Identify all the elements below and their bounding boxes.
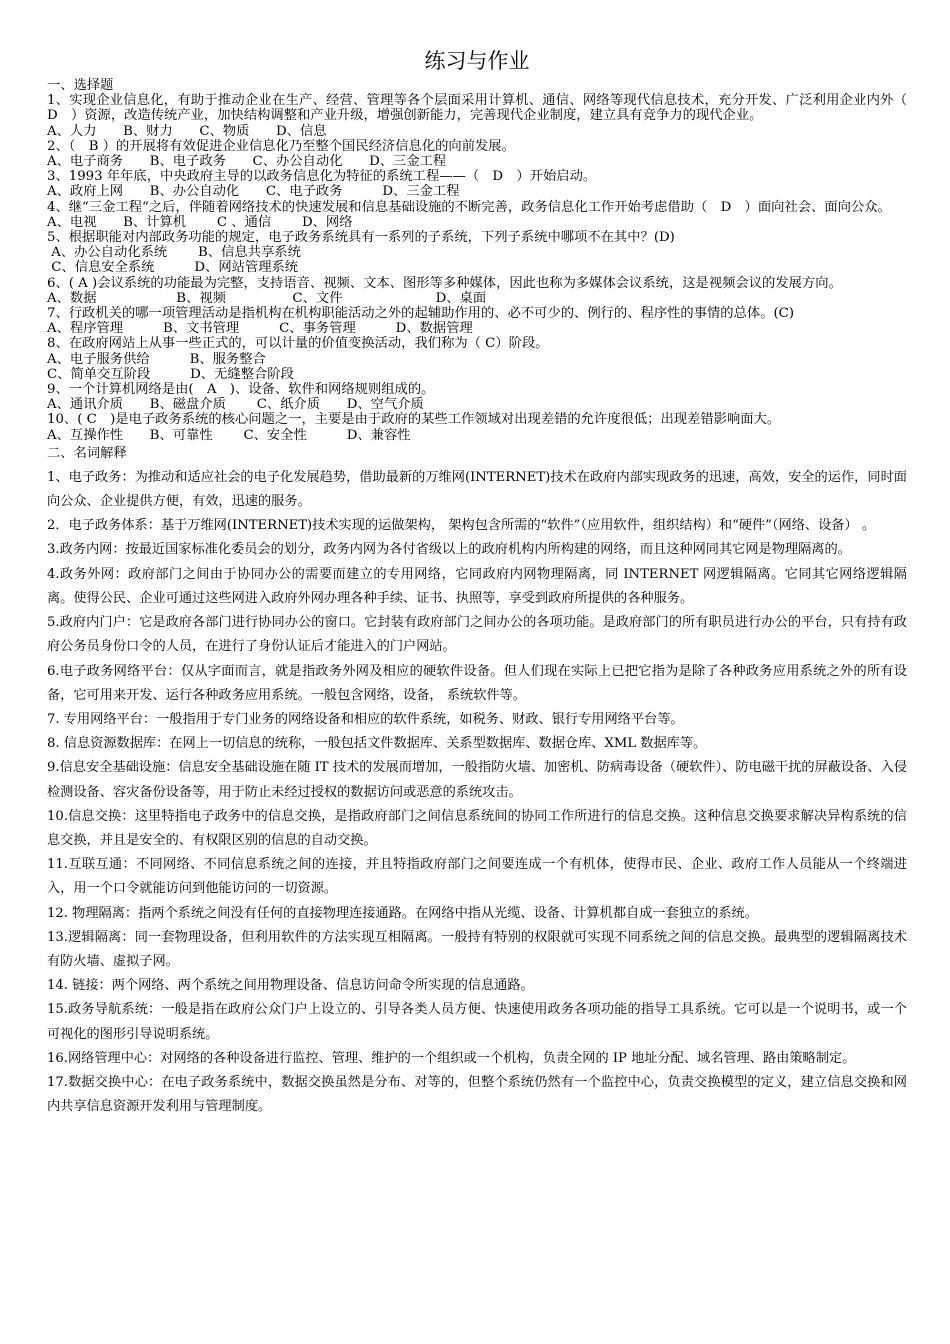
question-text: 8、在政府网站上从事一些正式的，可以计量的价值变换活动，我们称为（ C）阶段。 <box>47 336 549 352</box>
question-text: 10、( C )是电子政务系统的核心问题之一，主要是由于政府的某些工作领域对出现差错的允许度很低；出现差错影响面大。 <box>47 412 781 428</box>
definition-item: 11.互联互通：不同网络、不同信息系统之间的连接，并且特指政府部门之间要连成一个有机体，使得市民、企业、政府工作人员能从一个终端进入，用一个口令就能访问到他能访问的一切资源。 <box>47 857 907 897</box>
question-text: 1、实现企业信息化，有助于推动企业在生产、经营、管理等各个层面采用计算机、通信、网络等现代信息技术，充分开发、广泛利用企业内外（ D ）资源，改造传统产业，加快结构调整和产业升级，增强创新能力，完善现代企业制度，建立具有竞争力的现代企业。 <box>47 93 921 124</box>
section-heading-definitions: 二、名词解释 <box>47 445 127 461</box>
question-text: 4、继“三金工程“之后，伴随着网络技术的快速发展和信息基础设施的不断完善，政务信息化工作开始考虑借助（ D ）面向社会、面向公众。 <box>47 199 891 215</box>
section-heading-choice: 一、选择题 <box>47 78 114 93</box>
definition-item: 2．电子政务体系：基于万维网(INTERNET)技术实现的运做架构， 架构包含所需的“软件”（应用软件，组织结构）和“硬件”（网络、设备） 。 <box>47 518 876 534</box>
definition-item: 10.信息交换：这里特指电子政务中的信息交换，是指政府部门之间信息系统间的协同工作所进行的信息交换。这种信息交换要求解决异构系统的信息交换，并且是安全的、有权限区别的信息的自动交换。 <box>47 808 907 848</box>
question-options: A、通讯介质 B、磁盘介质 C、纸介质 D、空气介质 <box>47 397 424 413</box>
definition-item: 16.网络管理中心：对网络的各种设备进行监控、管理、维护的一个组织或一个机构，负责全网的 IP 地址分配、域名管理、路由策略制定。 <box>47 1050 856 1066</box>
question-options: A、数据 B、视频 C、文件 D、桌面 <box>47 290 487 306</box>
question-text: 2、（ B ）的开展将有效促进企业信息化乃至整个国民经济信息化的向前发展。 <box>47 138 515 154</box>
question-options: A、程序管理 B、文书管理 C、事务管理 D、数据管理 <box>47 321 473 337</box>
definition-item: 5.政府内门户：它是政府各部门进行协同办公的窗口。它封装有政府部门之间办公的各项功能。是政府部门的所有职员进行办公的平台，只有持有政府公务员身份口令的人员，在进行了身份认证后才能进入的门户网站。 <box>47 615 907 655</box>
question <box>47 93 921 139</box>
definition-item: 1、电子政务：为推动和适应社会的电子化发展趋势，借助最新的万维网(INTERNET)技术在政府内部实现政务的迅速，高效，安全的运作，同时面向公众、企业提供方便，有效，迅速的服务。 <box>47 469 907 510</box>
question <box>47 336 907 382</box>
page-title: 练习与作业 <box>424 49 530 73</box>
definition-item: 15.政务导航系统：一般是指在政府公众门户上设立的、引导各类人员方便、快速使用政务各项功能的指导工具系统。它可以是一个说明书，或一个可视化的图形引导说明系统。 <box>47 1002 907 1042</box>
question-options: A、互操作性 B、可靠性 C、安全性 D、兼容性 <box>47 427 411 443</box>
question <box>47 306 907 336</box>
section-definitions <box>47 445 907 1119</box>
question-options: A、政府上网 B、办公自动化 C、电子政务 D、三金工程 <box>47 184 460 200</box>
question <box>47 169 907 199</box>
question-options: A、人力 B、财力 C、物质 D、信息 <box>47 123 327 139</box>
definition-item: 12. 物理隔离：指两个系统之间没有任何的直接物理连接通路。在网络中指从光缆、设备、计算机都自成一套独立的系统。 <box>47 905 758 921</box>
section-choice <box>47 78 921 443</box>
question-text: 7、行政机关的哪一项管理活动是指机构在机构职能活动之外的起辅助作用的、必不可少的、例行的、程序性的事情的总体。(C) <box>47 306 795 322</box>
question-text: 3、1993 年年底，中央政府主导的以政务信息化为特征的系统工程——（ D ）开始启动。 <box>47 169 597 185</box>
definition-item: 13.逻辑隔离：同一套物理设备，但利用软件的方法实现互相隔离。一般持有特别的权限就可实现不同系统之间的信息交换。最典型的逻辑隔离技术有防火墙、虚拟子网。 <box>47 929 907 969</box>
question <box>47 412 907 442</box>
question-text: 5、根据职能对内部政务功能的规定，电子政务系统具有一系列的子系统，下列子系统中哪项不在其中？(D) <box>47 230 675 246</box>
definition-item: 8. 信息资源数据库：在网上一切信息的统称，一般包括文件数据库、关系型数据库、数据仓库、XML 数据库等。 <box>47 736 707 752</box>
document <box>47 48 921 1119</box>
question-options: A、电视 B、计算机 C 、通信 D、网络 <box>47 214 353 230</box>
question <box>47 200 907 230</box>
definition-item: 14. 链接：两个网络、两个系统之间用物理设备、信息访问命令所实现的信息通路。 <box>47 978 534 994</box>
definition-item: 3.政务内网：按最近国家标准化委员会的划分，政务内网为各付省级以上的政府机构内所构建的网络，而且这种网同其它网是物理隔离的。 <box>47 542 851 558</box>
question <box>47 139 907 169</box>
question-options: A、办公自动化系统 B、信息共享系统 C、信息安全系统 D、网站管理系统 <box>51 245 301 276</box>
definition-item: 7. 专用网络平台：一般指用于专门业务的网络设备和相应的软件系统，如税务、财政、银行专用网络平台等。 <box>47 711 684 727</box>
question-options: A、电子商务 B、电子政务 C、办公自动化 D、三金工程 <box>47 154 447 170</box>
definition-item: 17.数据交换中心：在电子政务系统中，数据交换虽然是分布、对等的，但整个系统仍然有一个监控中心，负责交换模型的定义，建立信息交换和网内共享信息资源开发利用与管理制度。 <box>47 1074 907 1115</box>
question-text: 6、( A )会议系统的功能最为完整，支持语音、视频、文本、图形等多种媒体，因此也称为多媒体会议系统，这是视频会议的发展方向。 <box>47 275 842 291</box>
question <box>47 276 907 306</box>
question-options: A、电子服务供给 B、服务整合 C、简单交互阶段 D、无缝整合阶段 <box>47 351 294 382</box>
question <box>47 382 907 412</box>
question-text: 9、一个计算机网络是由( A )、设备、软件和网络规则组成的。 <box>47 382 435 398</box>
question <box>47 230 907 276</box>
definition-item: 4.政务外网：政府部门之间由于协同办公的需要而建立的专用网络，它同政府内网物理隔离，同 INTERNET 网逻辑隔离。它同其它网络逻辑隔离。使得公民、企业可通过这些网进入政府外网办理各种手续、证书、执照等，享受到政府所提供的各种服务。 <box>47 566 907 606</box>
definition-item: 6.电子政务网络平台：仅从字面而言，就是指政务外网及相应的硬软件设备。但人们现在实际上已把它指为是除了各种政务应用系统之外的所有设备，它可用来开发、运行各种政务应用系统。一般包含网络，设备， 系统软件等。 <box>47 663 907 703</box>
definition-item: 9.信息安全基础设施：信息安全基础设施在随 IT 技术的发展而增加，一般指防火墙、加密机、防病毒设备（硬软件）、防电磁干扰的屏蔽设备、入侵检测设备、容灾备份设备等，用于防止未经过授权的数据访问或恶意的系统攻击。 <box>47 760 907 800</box>
